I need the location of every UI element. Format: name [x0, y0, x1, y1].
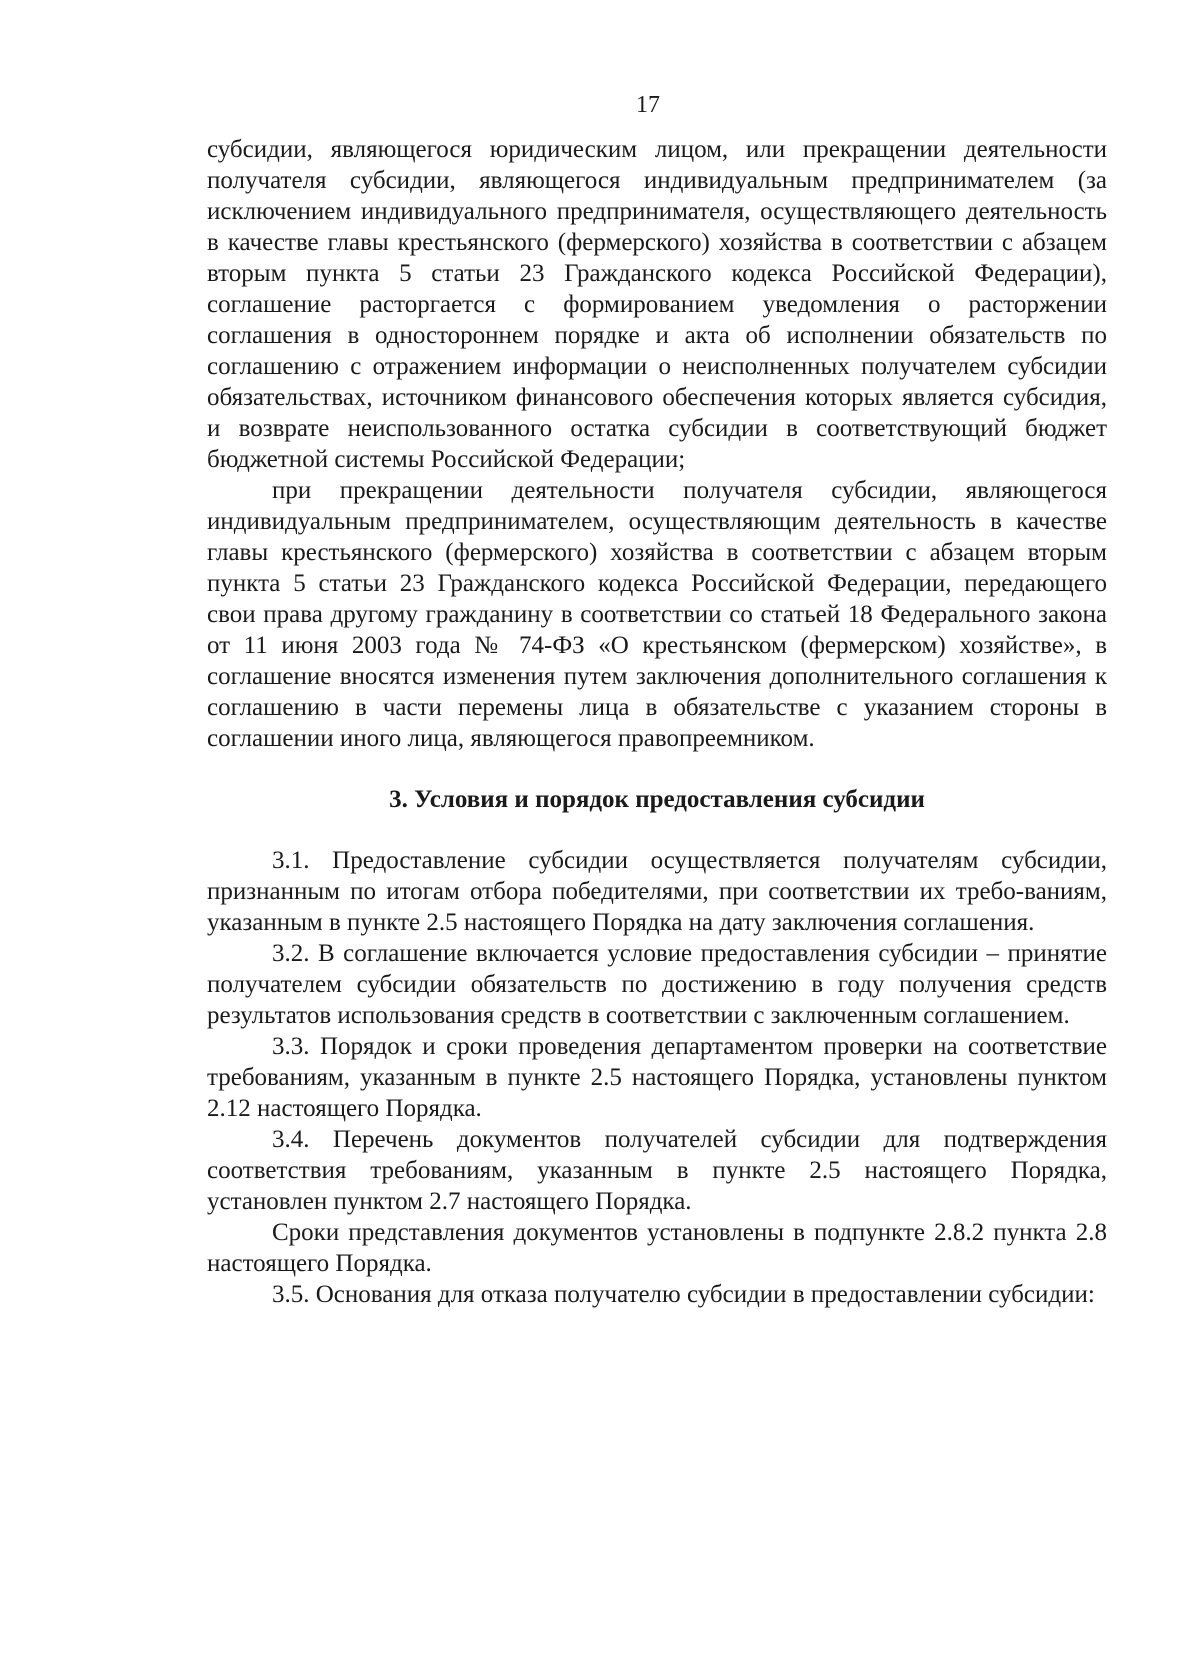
document-body [207, 134, 1107, 1310]
paragraph-3-2: 3.2. В соглашение включается условие предоставления субсидии – принятие получателем субсидии обязательств по достижению в году получения средств результатов использования средств в соответствии с заключенным соглашением. [207, 940, 1107, 1029]
paragraph: субсидии, являющегося юридическим лицом, или прекращении деятельности получателя субсидии, являющегося индивидуальным предпринимателем (за исключением индивидуального предпринимателя, осуществляющего деятельность в качестве главы крестьянского (фермерского) хозяйства в соответствии с абзацем вторым пункта 5 статьи 23 Гражданского кодекса Российской Федерации), соглашение расторгается с формированием уведомления о расторжении соглашения в одностороннем порядке и акта об исполнении обязательств по соглашению с отражением информации о неисполненных получателем субсидии обязательствах, источником финансового обеспечения которых является субсидия, и возврате неиспользованного остатка субсидии в соответствующий бюджет бюджетной системы Российской Федерации; [207, 136, 1107, 473]
paragraph-3-4: 3.4. Перечень документов получателей субсидии для подтверждения соответствия требованиям, указанным в пункте 2.5 настоящего Порядка, установлен пунктом 2.7 настоящего Порядка. [207, 1126, 1107, 1215]
paragraph-deadlines: Сроки представления документов установлены в подпункте 2.8.2 пункта 2.8 настоящего Порядка. [207, 1219, 1107, 1277]
section-heading: 3. Условия и порядок предоставления субсидии [389, 786, 925, 813]
paragraphs-after-heading [207, 845, 1107, 1310]
paragraph-3-5: 3.5. Основания для отказа получателю субсидии в предоставлении субсидии: [272, 1281, 1095, 1308]
paragraph-3-3: 3.3. Порядок и сроки проведения департаментом проверки на соответствие требованиям, указанным в пункте 2.5 настоящего Порядка, установлены пунктом 2.12 настоящего Порядка. [207, 1033, 1107, 1122]
page-number: 17 [636, 92, 660, 118]
paragraphs-before-heading [207, 134, 1107, 754]
paragraph: при прекращении деятельности получателя субсидии, являющегося индивидуальным предпринимателем, осуществляющим деятельность в качестве главы крестьянского (фермерского) хозяйства в соответствии с абзацем вторым пункта 5 статьи 23 Гражданского кодекса Российской Федерации, передающего свои права другому гражданину в соответствии со статьей 18 Федерального закона от 11 июня 2003 года № 74-ФЗ «О крестьянском (фермерском) хозяйстве», в соглашение вносятся изменения путем заключения дополнительного соглашения к соглашению в части перемены лица в обязательстве с указанием стороны в соглашении иного лица, являющегося правопреемником. [207, 477, 1107, 752]
paragraph-3-1: 3.1. Предоставление субсидии осуществляется получателям субсидии, признанным по итогам отбора победителями, при соответствии их требо-ваниям, указанным в пункте 2.5 настоящего Порядка на дату заключения соглашения. [207, 847, 1107, 936]
